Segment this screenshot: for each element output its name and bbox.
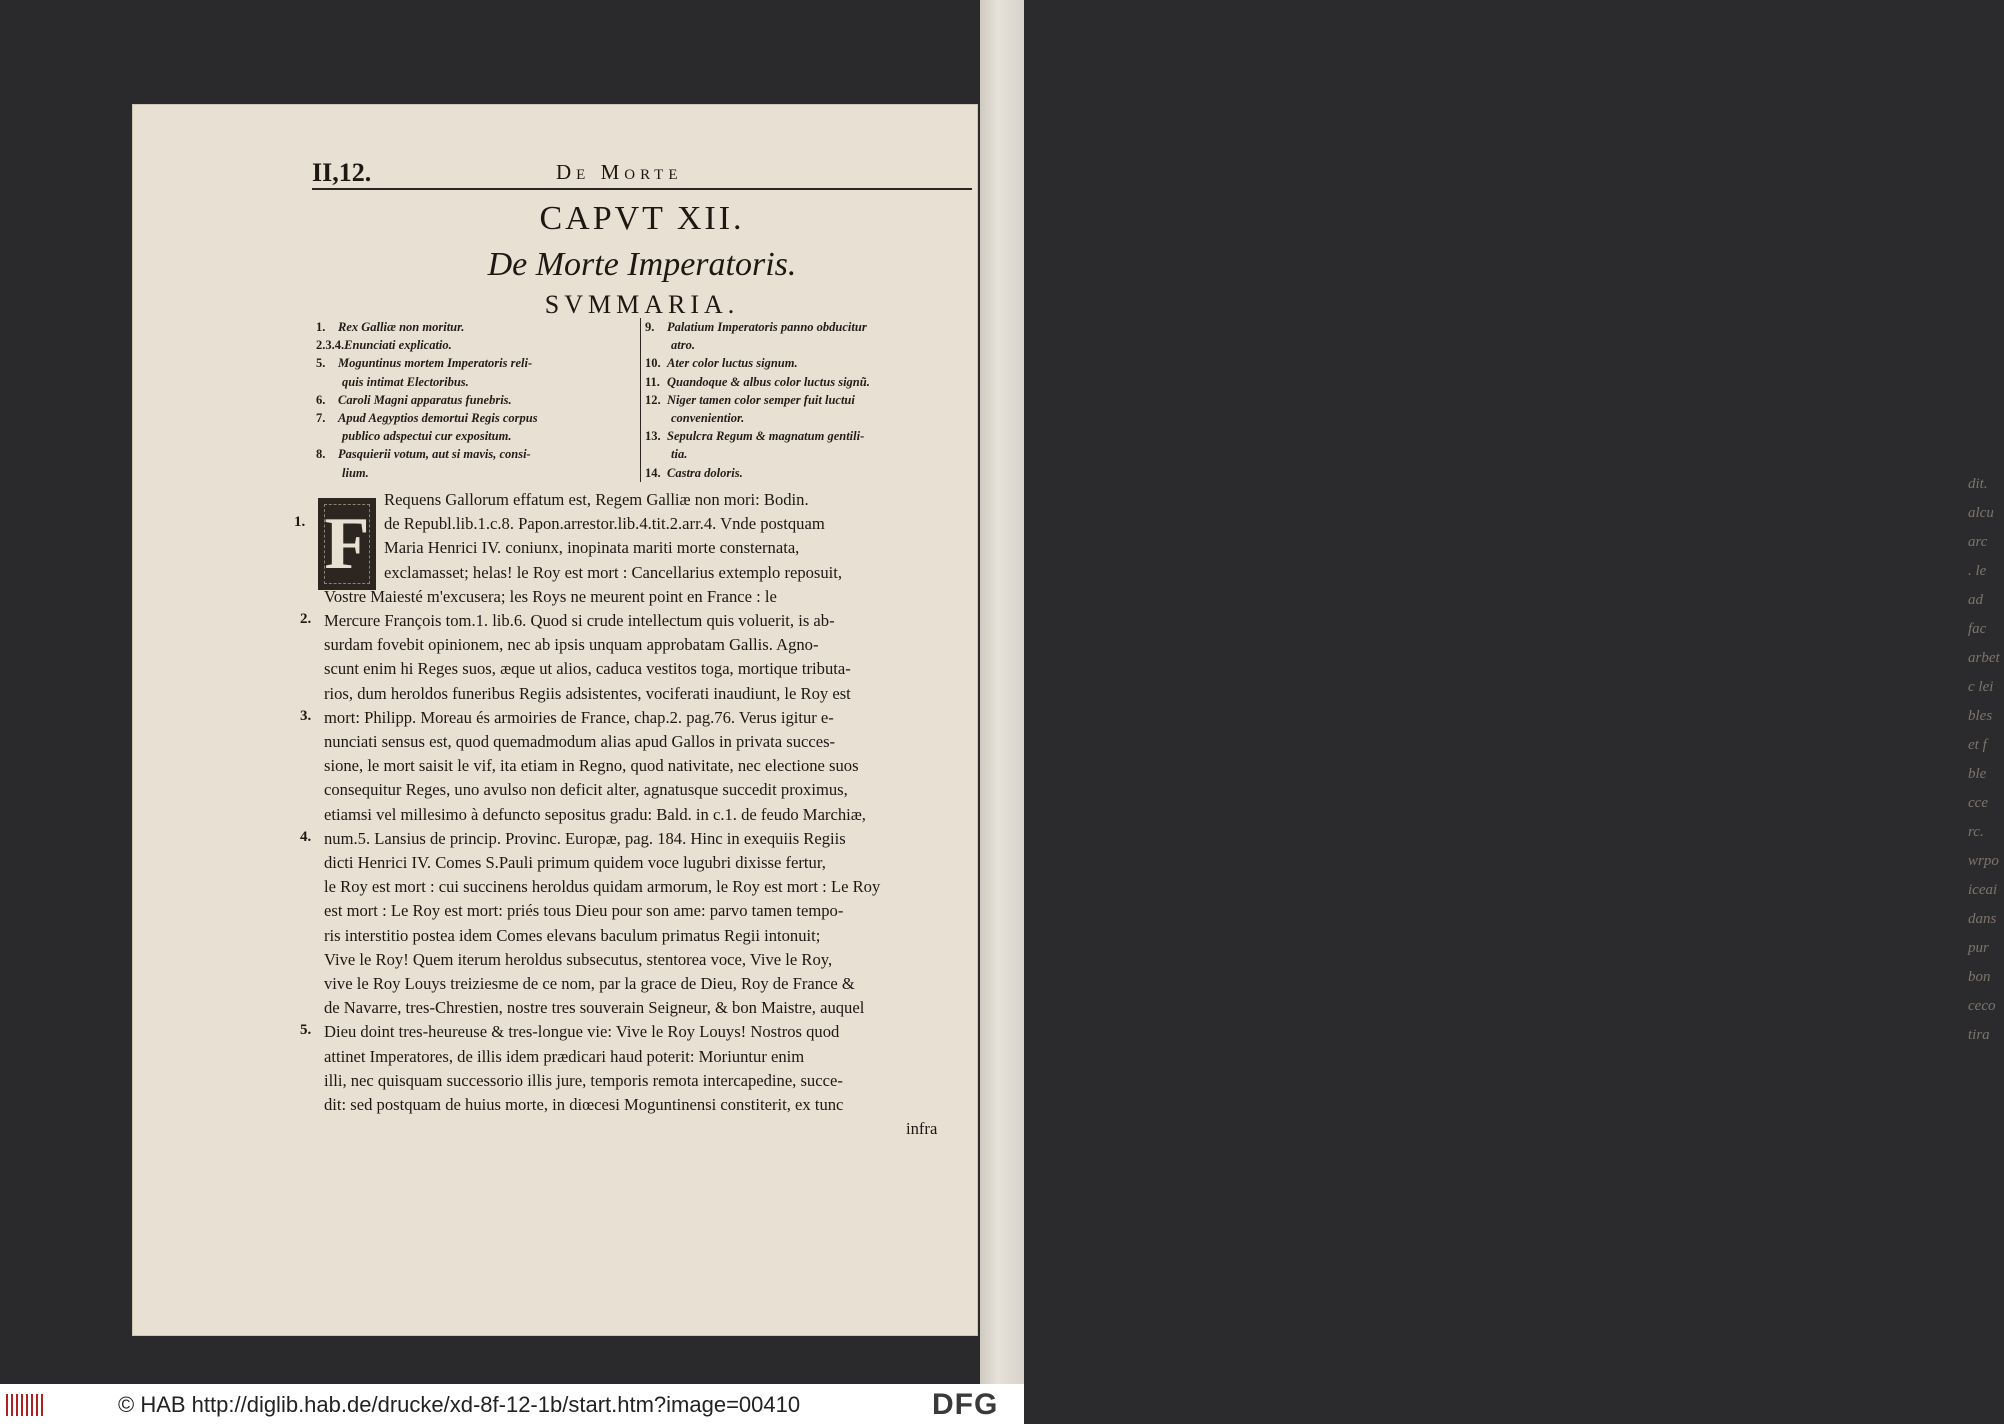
margin-number: 3. [300,707,312,724]
summary-item [316,391,632,409]
summary-item-number: 8. [316,447,326,462]
summary-item-number: 11. [645,374,660,389]
margin-number: 5. [300,1022,312,1039]
summary-item-number: 5. [316,356,326,371]
body-line: Dieu doint tres-heureuse & tres-longue vie: Vive le Roy Louys! Nostros quod [324,1022,840,1042]
body-line: num.5. Lansius de princip. Provinc. Europæ, pag. 184. Hinc in exequiis Regiis [324,828,846,848]
body-line: ris interstitio postea idem Comes elevans baculum primatus Regii intonuit; [324,925,821,945]
summary-item [316,318,632,336]
body-line: surdam fovebit opinionem, nec ab ipsis unquam approbatam Gallis. Agno- [324,635,819,655]
page-number: II,12. [312,158,372,187]
summary-item-continuation: atro. [671,338,695,353]
body-line: illi, nec quisquam successorio illis jure, temporis remota intercapedine, succe- [324,1070,843,1090]
summary-item-number: 10. [645,356,661,371]
body-line: consequitur Reges, uno avulso non deficit alter, agnatusque succedit proximus, [324,780,848,800]
adjacent-fragment: alcu [1968,505,1994,521]
summary-item-number: 13. [645,429,661,444]
running-header [312,160,972,190]
summary-item-text: Rex Galliæ non moritur. [338,320,465,334]
summary-item-number: 6. [316,392,326,407]
summary-item-text: Moguntinus mortem Imperatoris reli- [338,356,533,371]
adjacent-fragment: ble [1968,766,1987,782]
summary-item-continuation: publico adspectui cur expositum. [342,429,512,444]
summary-item [645,391,965,409]
body-line: mort: Philipp. Moreau és armoiries de France, chap.2. pag.76. Verus igitur e- [324,707,834,727]
summary-item [645,354,965,372]
summary-item-continuation: convenientior. [671,411,745,426]
summary-item-continuation: lium. [342,465,369,480]
body-line: Requens Gallorum effatum est, Regem Galliæ non mori: Bodin. [384,490,809,509]
body-line: etiamsi vel millesimo à defuncto sepositus gradu: Bald. in c.1. de feudo Marchiæ, [324,804,866,824]
adjacent-fragment: cce [1968,795,1988,811]
adjacent-fragment: arbet [1968,650,2000,666]
summary-item [645,427,965,445]
body-line: Mercure François tom.1. lib.6. Quod si crude intellectum quis voluerit, is ab- [324,611,835,630]
running-title: De Morte [556,160,683,184]
summary-item-number: 14. [645,465,661,480]
body-line: scunt enim hi Reges suos, æque ut alios, caduca vestitos toga, mortique tributa- [324,659,851,679]
summary-item [316,354,632,372]
adjacent-fragment: rc. [1968,824,1984,840]
summary-item [645,318,965,336]
summary-item [316,445,632,463]
summary-item-text: Niger tamen color semper fuit luctui [667,392,855,407]
body-line: dicti Henrici IV. Comes S.Pauli primum quidem voce lugubri dixisse fertur, [324,853,826,872]
margin-number: 4. [300,828,312,845]
body-line: attinet Imperatores, de illis idem prædicari haud poterit: Moriuntur enim [324,1046,805,1066]
summary-item-text: Quandoque & albus color luctus signũ. [667,374,870,389]
footer-bar [0,1384,1024,1424]
summary-item-text: Apud Aegyptios demortui Regis corpus [338,411,538,426]
summary-item-text: Pasquierii votum, aut si mavis, consi- [338,447,531,462]
adjacent-fragment: . le [1968,563,1987,579]
body-line: Vive le Roy! Quem iterum heroldus subsecutus, stentorea voce, Vive le Roy, [324,949,833,969]
adjacent-fragment: bon [1968,969,1991,985]
body-line: de Navarre, tres-Chrestien, nostre tres souverain Seigneur, & bon Maistre, auquel [324,998,865,1018]
summary-item [316,336,632,354]
summary-item-text: Palatium Imperatoris panno obducitur [667,320,867,334]
summary-item [645,373,965,391]
initial-letter: F [324,503,370,585]
summary-item-continuation: tia. [671,447,688,462]
body-line: sione, le mort saisit le vif, ita etiam in Regno, quod nativitate, nec electione suos [324,756,859,776]
body-line: Maria Henrici IV. coniunx, inopinata mariti morte consternata, [384,538,800,558]
summary-item [316,409,632,427]
body-line: Vostre Maiesté m'excusera; les Roys ne meurent point en France : le [324,586,777,606]
body-line: le Roy est mort : cui succinens heroldus quidam armorum, le Roy est mort : Le Roy [324,877,881,897]
adjacent-fragment: bles [1968,708,1993,724]
summary-item-number: 1. [316,320,326,334]
adjacent-fragment: iceai [1968,882,1998,898]
summary-item-text: Ater color luctus signum. [667,356,798,371]
summary-heading: SVMMARIA. [544,290,740,319]
summary-item [645,464,965,482]
body-line: nunciati sensus est, quod quemadmodum alias apud Gallos in privata succes- [324,732,836,751]
body-line: est mort : Le Roy est mort: priés tous Dieu pour son ame: parvo tamen tempo- [324,901,844,921]
body-line: de Republ.lib.1.c.8. Papon.arrestor.lib.4.tit.2.arr.4. Vnde postquam [384,514,825,534]
chapter-subtitle: De Morte Imperatoris. [487,246,797,283]
decorated-initial [318,498,376,590]
summary-item-text: Castra doloris. [667,465,743,480]
body-line: rios, dum heroldos funeribus Regiis adsistentes, vociferati inaudiunt, le Roy est [324,683,851,703]
barcode-icon [6,1394,46,1416]
margin-number: 1. [294,514,306,531]
adjacent-fragment: ceco [1968,998,1996,1014]
adjacent-fragment: pur [1968,940,1989,956]
chapter-title: CAPVT XII. [539,200,745,237]
adjacent-fragment: dans [1968,911,1997,927]
body-line: dit: sed postquam de huius morte, in diœcesi Moguntinensi constiterit, ex tunc [324,1095,844,1114]
summary-item-text: Enunciati explicatio. [344,338,452,353]
summary-item-number: 12. [645,392,661,407]
adjacent-fragment: c lei [1968,679,1994,695]
summary-item-number: 7. [316,411,326,426]
adjacent-page-text [1968,470,2004,1050]
dfg-logo: DFG [932,1388,999,1421]
adjacent-fragment: ad [1968,592,1983,608]
copyright-credit: © HAB http://diglib.hab.de/drucke/xd-8f-12-1b/start.htm?image=00410 [118,1392,801,1417]
summary-left-column [316,318,632,482]
adjacent-fragment: wrpo [1968,853,1999,869]
body-line: exclamasset; helas! le Roy est mort : Cancellarius extemplo reposuit, [384,562,843,582]
summary-right-column [640,318,965,482]
adjacent-fragment: et f [1968,737,1987,753]
summary-item-number: 2.3.4. [316,338,345,353]
adjacent-fragment: tira [1968,1027,1990,1043]
adjacent-fragment: dit. [1968,476,1988,492]
summary-item-number: 9. [645,320,655,334]
adjacent-fragment: arc [1968,534,1988,550]
adjacent-fragment: fac [1968,621,1987,637]
margin-number: 2. [300,611,312,627]
summary-item-continuation: quis intimat Electoribus. [342,374,469,389]
summary-item-text: Sepulcra Regum & magnatum gentili- [667,429,865,444]
summary-item-text: Caroli Magni apparatus funebris. [338,392,512,407]
catchword: infra [906,1119,938,1139]
adjacent-page-edge [980,0,2000,1384]
body-line: vive le Roy Louys treiziesme de ce nom, par la grace de Dieu, Roy de France & [324,974,855,993]
